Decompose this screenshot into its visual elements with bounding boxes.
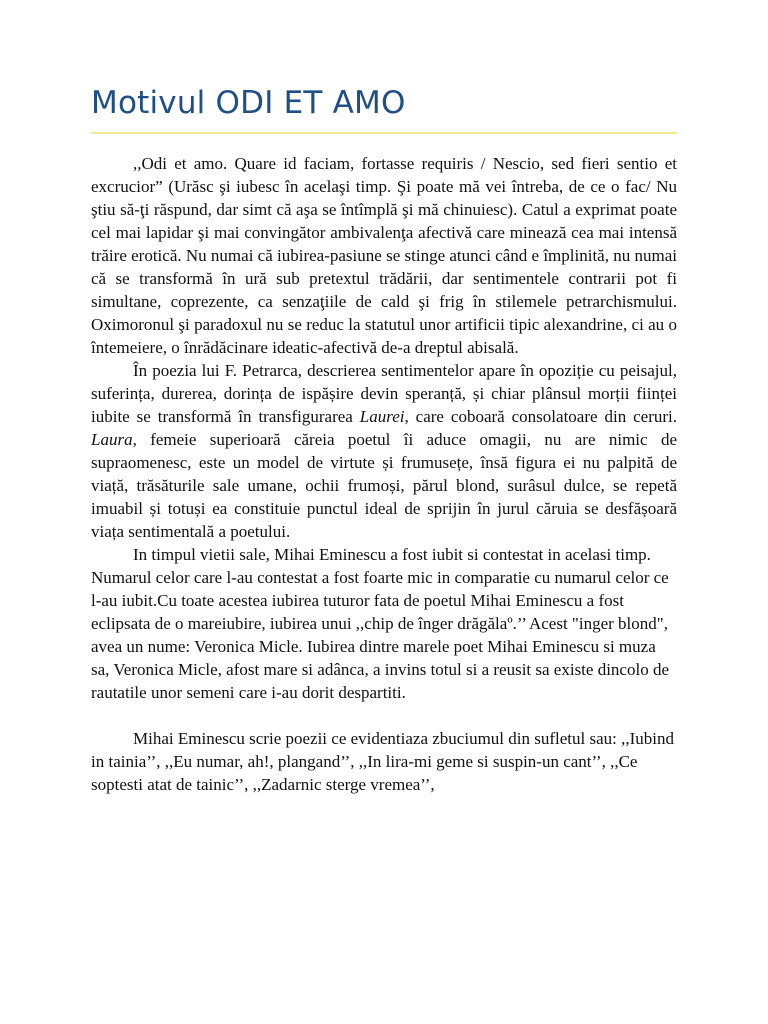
laurei-italic: Laurei [359,407,405,426]
document-body [91,152,677,796]
paragraph-poezii: Mihai Eminescu scrie poezii ce evidentiaza zbuciumul din sufletul sau: ,,Iubind in tainia’’, ,,Eu numar, ah!, plangand’’, ,,In lira-mi geme si suspin-un cant’’, ,,Ce soptesti atat de tainic’’, ,,Zadarnic sterge vremea’’, [91,729,675,794]
title-underline [91,132,677,134]
laura-italic: Laura [91,430,133,449]
paragraph-odi-et-amo: ,,Odi et amo. Quare id faciam, fortasse requiris / Nescio, sed fieri sentio et excrucior” (Urăsc şi iubesc în acelaşi timp. Şi poate mă vei întreba, de ce o fac/ Nu ştiu să-ţi răspund, dar simt că aşa se întîmplă şi mă chinuiesc). Catul a exprimat poate cel mai lapidar şi mai convingător ambivalenţa afectivă care minează cea mai intensă trăire erotică. Nu numai că iubirea-pasiune se stinge atunci când e împlinită, nu numai că se transformă în ură sub pretextul trădării, dar sentimentele contrarii pot fi simultane, coprezente, ca senzaţiile de cald şi frig în stilemele petrarchismului. Oximoronul şi paradoxul nu se reduc la statutul unor artificii tipic alexandrine, ci au o întemeiere, o înrădăcinare ideatic-afectivă de-a dreptul abisală. [91,154,677,357]
paragraph-petrarca [91,359,677,543]
paragraph-petrarca-text-b: , care coboară consolatoare din ceruri. [404,407,678,426]
paragraph-eminescu: In timpul vietii sale, Mihai Eminescu a fost iubit si contestat in acelasi timp. Numarul celor care l-au contestat a fost foarte mic in comparatie cu numarul celor ce l-au iubit.Cu toate acestea iubirea tuturor fata de poetul Mihai Eminescu a fost eclipsata de o mareiubire, iubirea unui ,,chip de înger drăgălaº.’’ Acest "inger blond", avea un nume: Veronica Micle. Iubirea dintre marele poet Mihai Eminescu si muza sa, Veronica Micle, afost mare si adânca, a invins totul si a reusit sa existe dincolo de rautatile unor semeni care i-au dorit despartiti. [91,545,669,702]
paragraph-petrarca-text-c: , femeie superioară căreia poetul îi aduce omagii, nu are nimic de supraomenesc, este un model de virtute și frumusețe, însă figura ei nu palpită de viață, trăsăturile sale umane, ochii frumoși, părul blond, surâsul dulce, se repetă imuabil și totuși ea constituie punctul ideal de sprijin în jurul căruia se desfășoară viața sentimentală a poetului. [91,430,677,541]
paragraph-petrarca-text-a: În poezia lui F. Petrarca, descrierea sentimentelor apare în opoziție cu peisajul, suferința, durerea, dorința de ispășire devin speranță, și chiar plânsul morții ființei iubite se transformă în transfigurarea [91,361,677,426]
document-title: Motivul ODI ET AMO [91,85,406,121]
